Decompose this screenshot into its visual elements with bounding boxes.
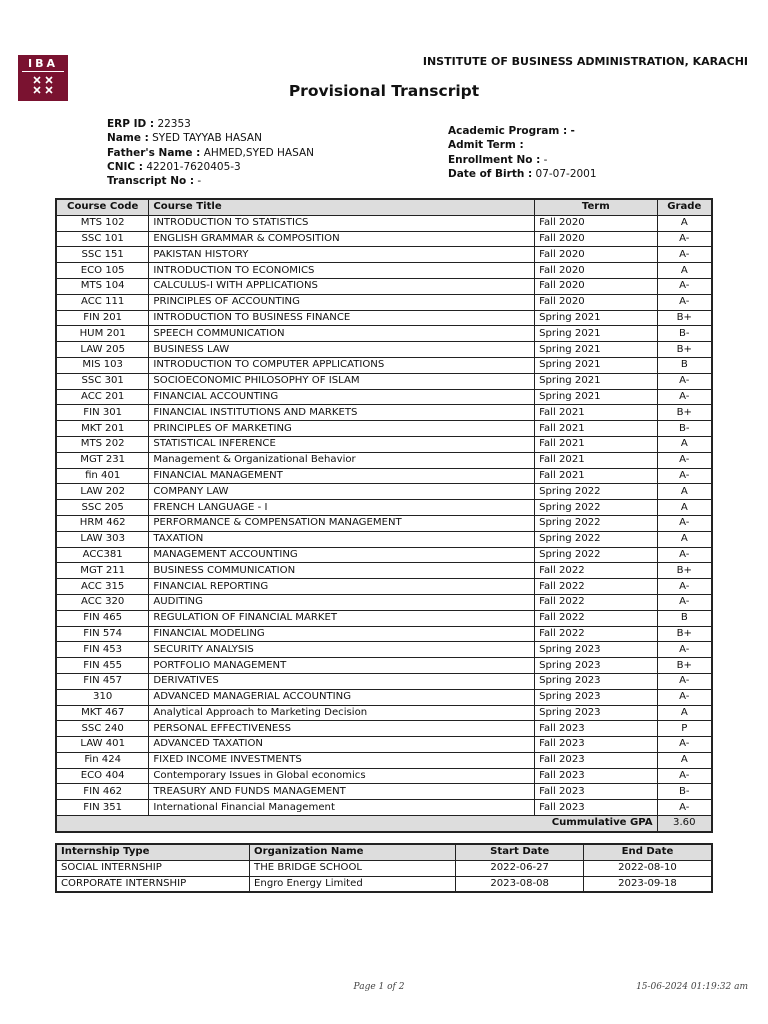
internships-header-row xyxy=(56,844,712,860)
father-name-label: Father's Name : xyxy=(107,146,201,159)
course-row xyxy=(56,800,712,816)
course-row xyxy=(56,484,712,500)
course-title: PERSONAL EFFECTIVENESS xyxy=(149,721,535,737)
course-row xyxy=(56,594,712,610)
course-code: ACC 320 xyxy=(56,594,149,610)
course-row xyxy=(56,768,712,784)
course-code: ECO 105 xyxy=(56,263,149,279)
course-title: BUSINESS LAW xyxy=(149,342,535,358)
course-grade: A- xyxy=(657,389,712,405)
page-title: Provisional Transcript xyxy=(288,82,480,100)
course-code: ACC 201 xyxy=(56,389,149,405)
course-title: PRINCIPLES OF ACCOUNTING xyxy=(149,294,535,310)
course-code: SSC 301 xyxy=(56,373,149,389)
course-term: Fall 2020 xyxy=(535,278,657,294)
course-code: FIN 201 xyxy=(56,310,149,326)
course-code: 310 xyxy=(56,689,149,705)
courses-table xyxy=(55,198,713,833)
enrollment-no-label: Enrollment No : xyxy=(448,153,541,166)
course-grade: A- xyxy=(657,547,712,563)
course-row xyxy=(56,373,712,389)
course-title: STATISTICAL INFERENCE xyxy=(149,436,535,452)
print-timestamp: 15-06-2024 01:19:32 am xyxy=(636,982,748,992)
course-row xyxy=(56,673,712,689)
course-code: FIN 453 xyxy=(56,642,149,658)
course-row xyxy=(56,357,712,373)
course-term: Fall 2022 xyxy=(535,579,657,595)
course-row xyxy=(56,231,712,247)
course-term: Fall 2020 xyxy=(535,247,657,263)
course-term: Spring 2023 xyxy=(535,673,657,689)
course-code: FIN 465 xyxy=(56,610,149,626)
student-info-left xyxy=(107,117,314,188)
course-code: MTS 104 xyxy=(56,278,149,294)
course-grade: A- xyxy=(657,468,712,484)
course-grade: B+ xyxy=(657,658,712,674)
course-title: INTRODUCTION TO STATISTICS xyxy=(149,215,535,231)
course-row xyxy=(56,405,712,421)
internship-type: SOCIAL INTERNSHIP xyxy=(56,860,250,876)
header-internship-type: Internship Type xyxy=(56,844,250,860)
course-term: Fall 2023 xyxy=(535,737,657,753)
course-grade: A- xyxy=(657,294,712,310)
course-row xyxy=(56,784,712,800)
name-value: SYED TAYYAB HASAN xyxy=(152,132,262,145)
name-label: Name : xyxy=(107,132,149,145)
academic-program-label: Academic Program : xyxy=(448,125,568,137)
course-term: Fall 2020 xyxy=(535,215,657,231)
end-date: 2022-08-10 xyxy=(583,860,712,876)
header-start-date: Start Date xyxy=(456,844,584,860)
cnic-value: 42201-7620405-3 xyxy=(146,160,241,173)
erp-value: 22353 xyxy=(157,118,191,130)
course-title: FRENCH LANGUAGE - I xyxy=(149,500,535,516)
course-grade: A- xyxy=(657,579,712,595)
course-grade: A xyxy=(657,705,712,721)
course-code: FIN 457 xyxy=(56,673,149,689)
course-code: FIN 301 xyxy=(56,405,149,421)
course-grade: A- xyxy=(657,642,712,658)
course-code: MKT 467 xyxy=(56,705,149,721)
course-row xyxy=(56,626,712,642)
logo-text: IBA xyxy=(28,57,58,70)
course-grade: B+ xyxy=(657,563,712,579)
course-term: Spring 2021 xyxy=(535,326,657,342)
course-grade: P xyxy=(657,721,712,737)
course-term: Spring 2021 xyxy=(535,310,657,326)
course-row xyxy=(56,263,712,279)
course-code: ECO 404 xyxy=(56,768,149,784)
course-term: Spring 2023 xyxy=(535,705,657,721)
admit-term-label: Admit Term : xyxy=(448,139,524,152)
course-term: Fall 2021 xyxy=(535,405,657,421)
course-code: LAW 401 xyxy=(56,737,149,753)
course-code: FIN 455 xyxy=(56,658,149,674)
header-grade: Grade xyxy=(657,199,712,215)
course-title: MANAGEMENT ACCOUNTING xyxy=(149,547,535,563)
dob-value: 07-07-2001 xyxy=(535,167,597,180)
course-title: INTRODUCTION TO ECONOMICS xyxy=(149,263,535,279)
course-code: LAW 205 xyxy=(56,342,149,358)
course-title: SOCIOECONOMIC PHILOSOPHY OF ISLAM xyxy=(149,373,535,389)
header-end-date: End Date xyxy=(583,844,712,860)
course-code: Fin 424 xyxy=(56,752,149,768)
internship-row xyxy=(56,860,712,876)
course-code: fin 401 xyxy=(56,468,149,484)
transcript-no-label: Transcript No : xyxy=(107,175,195,188)
course-code: SSC 240 xyxy=(56,721,149,737)
course-grade: A- xyxy=(657,247,712,263)
course-grade: B- xyxy=(657,326,712,342)
course-title: PERFORMANCE & COMPENSATION MANAGEMENT xyxy=(149,515,535,531)
course-grade: A xyxy=(657,215,712,231)
course-title: TAXATION xyxy=(149,531,535,547)
gpa-row xyxy=(56,816,712,832)
student-info-right xyxy=(448,124,597,181)
course-grade: B+ xyxy=(657,626,712,642)
course-row xyxy=(56,658,712,674)
course-row xyxy=(56,436,712,452)
course-code: HRM 462 xyxy=(56,515,149,531)
course-term: Fall 2020 xyxy=(535,294,657,310)
course-grade: B+ xyxy=(657,342,712,358)
course-grade: B xyxy=(657,610,712,626)
start-date: 2023-08-08 xyxy=(456,876,584,892)
course-row xyxy=(56,326,712,342)
course-grade: A- xyxy=(657,231,712,247)
header-course-code: Course Code xyxy=(56,199,149,215)
course-code: ACC381 xyxy=(56,547,149,563)
gpa-label: Cummulative GPA xyxy=(56,816,657,832)
transcript-no-value: - xyxy=(197,175,202,188)
course-row xyxy=(56,547,712,563)
course-term: Fall 2021 xyxy=(535,452,657,468)
course-title: CALCULUS-I WITH APPLICATIONS xyxy=(149,278,535,294)
course-title: FIXED INCOME INVESTMENTS xyxy=(149,752,535,768)
course-code: FIN 574 xyxy=(56,626,149,642)
gpa-value: 3.60 xyxy=(657,816,712,832)
course-grade: B+ xyxy=(657,405,712,421)
course-row xyxy=(56,342,712,358)
course-code: HUM 201 xyxy=(56,326,149,342)
course-term: Spring 2021 xyxy=(535,357,657,373)
enrollment-no-value: - xyxy=(543,153,548,166)
course-grade: A- xyxy=(657,594,712,610)
course-term: Fall 2020 xyxy=(535,263,657,279)
course-row xyxy=(56,468,712,484)
course-title: INTRODUCTION TO BUSINESS FINANCE xyxy=(149,310,535,326)
course-grade: A- xyxy=(657,737,712,753)
course-grade: B- xyxy=(657,784,712,800)
course-term: Fall 2023 xyxy=(535,800,657,816)
course-term: Fall 2023 xyxy=(535,721,657,737)
course-code: MGT 211 xyxy=(56,563,149,579)
course-title: DERIVATIVES xyxy=(149,673,535,689)
course-row xyxy=(56,310,712,326)
course-term: Spring 2022 xyxy=(535,515,657,531)
start-date: 2022-06-27 xyxy=(456,860,584,876)
course-row xyxy=(56,752,712,768)
course-term: Fall 2023 xyxy=(535,768,657,784)
course-row xyxy=(56,579,712,595)
course-code: ACC 111 xyxy=(56,294,149,310)
course-title: REGULATION OF FINANCIAL MARKET xyxy=(149,610,535,626)
course-grade: A- xyxy=(657,373,712,389)
course-title: AUDITING xyxy=(149,594,535,610)
course-title: FINANCIAL MANAGEMENT xyxy=(149,468,535,484)
course-title: FINANCIAL ACCOUNTING xyxy=(149,389,535,405)
internship-row xyxy=(56,876,712,892)
course-grade: A- xyxy=(657,278,712,294)
course-title: ENGLISH GRAMMAR & COMPOSITION xyxy=(149,231,535,247)
organization-name: THE BRIDGE SCHOOL xyxy=(250,860,456,876)
course-code: MIS 103 xyxy=(56,357,149,373)
course-code: ACC 315 xyxy=(56,579,149,595)
course-title: FINANCIAL REPORTING xyxy=(149,579,535,595)
course-term: Fall 2021 xyxy=(535,468,657,484)
course-term: Fall 2020 xyxy=(535,231,657,247)
course-title: SPEECH COMMUNICATION xyxy=(149,326,535,342)
course-row xyxy=(56,515,712,531)
course-grade: A xyxy=(657,500,712,516)
course-term: Fall 2021 xyxy=(535,436,657,452)
internship-type: CORPORATE INTERNSHIP xyxy=(56,876,250,892)
course-title: COMPANY LAW xyxy=(149,484,535,500)
course-grade: A- xyxy=(657,800,712,816)
course-title: Management & Organizational Behavior xyxy=(149,452,535,468)
course-grade: A- xyxy=(657,689,712,705)
course-title: Analytical Approach to Marketing Decision xyxy=(149,705,535,721)
course-row xyxy=(56,500,712,516)
course-term: Spring 2022 xyxy=(535,547,657,563)
internships-table xyxy=(55,843,713,893)
course-title: FINANCIAL INSTITUTIONS AND MARKETS xyxy=(149,405,535,421)
course-row xyxy=(56,294,712,310)
course-row xyxy=(56,737,712,753)
course-code: SSC 151 xyxy=(56,247,149,263)
course-code: FIN 462 xyxy=(56,784,149,800)
course-row xyxy=(56,531,712,547)
end-date: 2023-09-18 xyxy=(583,876,712,892)
course-row xyxy=(56,389,712,405)
course-grade: A- xyxy=(657,452,712,468)
course-title: PORTFOLIO MANAGEMENT xyxy=(149,658,535,674)
course-title: BUSINESS COMMUNICATION xyxy=(149,563,535,579)
course-row xyxy=(56,278,712,294)
course-grade: A- xyxy=(657,673,712,689)
course-row xyxy=(56,705,712,721)
erp-label: ERP ID : xyxy=(107,118,155,130)
course-title: International Financial Management xyxy=(149,800,535,816)
father-name-value: AHMED,SYED HASAN xyxy=(203,146,315,159)
course-title: Contemporary Issues in Global economics xyxy=(149,768,535,784)
page-number: Page 1 of 2 xyxy=(353,982,405,992)
course-grade: B- xyxy=(657,421,712,437)
course-row xyxy=(56,642,712,658)
course-term: Spring 2022 xyxy=(535,500,657,516)
course-grade: A xyxy=(657,436,712,452)
course-term: Spring 2023 xyxy=(535,689,657,705)
course-code: LAW 303 xyxy=(56,531,149,547)
course-row xyxy=(56,689,712,705)
course-grade: B+ xyxy=(657,310,712,326)
course-grade: A- xyxy=(657,768,712,784)
course-row xyxy=(56,452,712,468)
organization-name: Engro Energy Limited xyxy=(250,876,456,892)
course-grade: A xyxy=(657,263,712,279)
course-term: Spring 2023 xyxy=(535,642,657,658)
course-row xyxy=(56,215,712,231)
course-code: FIN 351 xyxy=(56,800,149,816)
header-term: Term xyxy=(535,199,657,215)
course-title: TREASURY AND FUNDS MANAGEMENT xyxy=(149,784,535,800)
course-term: Spring 2022 xyxy=(535,484,657,500)
course-title: PRINCIPLES OF MARKETING xyxy=(149,421,535,437)
course-grade: A xyxy=(657,484,712,500)
logo-divider xyxy=(22,71,64,72)
course-grade: B xyxy=(657,357,712,373)
course-title: SECURITY ANALYSIS xyxy=(149,642,535,658)
course-title: FINANCIAL MODELING xyxy=(149,626,535,642)
course-title: ADVANCED MANAGERIAL ACCOUNTING xyxy=(149,689,535,705)
course-title: ADVANCED TAXATION xyxy=(149,737,535,753)
dob-label: Date of Birth : xyxy=(448,167,533,180)
course-term: Fall 2023 xyxy=(535,784,657,800)
course-term: Fall 2022 xyxy=(535,594,657,610)
course-row xyxy=(56,721,712,737)
course-row xyxy=(56,610,712,626)
course-code: SSC 101 xyxy=(56,231,149,247)
course-row xyxy=(56,421,712,437)
header-organization-name: Organization Name xyxy=(250,844,456,860)
course-code: MTS 202 xyxy=(56,436,149,452)
course-code: LAW 202 xyxy=(56,484,149,500)
course-code: MGT 231 xyxy=(56,452,149,468)
course-title: INTRODUCTION TO COMPUTER APPLICATIONS xyxy=(149,357,535,373)
course-code: MKT 201 xyxy=(56,421,149,437)
course-code: MTS 102 xyxy=(56,215,149,231)
course-row xyxy=(56,247,712,263)
header-course-title: Course Title xyxy=(149,199,535,215)
course-row xyxy=(56,563,712,579)
course-title: PAKISTAN HISTORY xyxy=(149,247,535,263)
cnic-label: CNIC : xyxy=(107,160,143,173)
institute-name: INSTITUTE OF BUSINESS ADMINISTRATION, KARACHI xyxy=(422,55,748,68)
course-term: Spring 2021 xyxy=(535,373,657,389)
course-term: Spring 2022 xyxy=(535,531,657,547)
academic-program-value: - xyxy=(570,125,575,137)
course-grade: A xyxy=(657,752,712,768)
course-grade: A- xyxy=(657,515,712,531)
course-term: Spring 2023 xyxy=(535,658,657,674)
course-term: Fall 2021 xyxy=(535,421,657,437)
course-term: Fall 2022 xyxy=(535,563,657,579)
course-term: Fall 2023 xyxy=(535,752,657,768)
courses-header-row xyxy=(56,199,712,215)
course-term: Spring 2021 xyxy=(535,342,657,358)
course-term: Fall 2022 xyxy=(535,610,657,626)
course-term: Spring 2021 xyxy=(535,389,657,405)
course-term: Fall 2022 xyxy=(535,626,657,642)
course-grade: A xyxy=(657,531,712,547)
course-code: SSC 205 xyxy=(56,500,149,516)
